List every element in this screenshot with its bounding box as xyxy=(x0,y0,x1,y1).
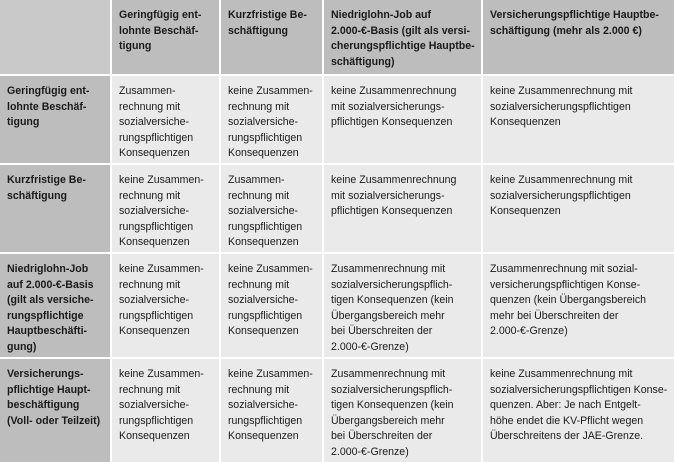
table-cell: Zusammenrechnung mit sozialversicherungspflich- tigen Konsequenzen (kein Übergangsbereich mehr bei Überschreiten der 2.000-€-Grenze) xyxy=(324,254,481,357)
table-cell: keine Zusammen- rechnung mit sozialversiche- rungspflichtigen Konsequenzen xyxy=(221,359,322,462)
column-header-niedriglohn: Niedriglohn-Job auf 2.000-€-Basis (gilt als versi- cherungspflichtige Hauptbe- schäftigung) xyxy=(324,0,481,74)
table-cell: keine Zusammenrechnung mit sozialversicherungspflichtigen Konse- quenzen. Aber: Je nach Entgelt- höhe endet die KV-Pflicht wegen Überschreitens der JAE-Grenze. xyxy=(483,359,674,462)
table-cell: Zusammenrechnung mit sozialversicherungspflich- tigen Konsequenzen (kein Übergangsbereich mehr bei Überschreiten der 2.000-€-Grenze) xyxy=(324,359,481,462)
table-cell: keine Zusammenrechnung mit sozialversicherungspflichtigen Konsequenzen xyxy=(483,76,674,163)
column-header-hauptbeschaeftigung: Versicherungspflichtige Hauptbe- schäftigung (mehr als 2.000 €) xyxy=(483,0,674,74)
table-cell: keine Zusammen- rechnung mit sozialversiche- rungspflichtigen Konsequenzen xyxy=(112,359,219,462)
column-header-kurzfristig: Kurzfristige Be- schäftigung xyxy=(221,0,322,74)
table-cell: Zusammen- rechnung mit sozialversiche- rungspflichtigen Konsequenzen xyxy=(112,76,219,163)
table-corner-cell xyxy=(0,0,110,74)
table-cell: keine Zusammenrechnung mit sozialversicherungspflichtigen Konsequenzen xyxy=(483,165,674,252)
row-header-hauptbeschaeftigung: Versicherungs- pflichtige Haupt- beschäftigung (Voll- oder Teilzeit) xyxy=(0,359,110,462)
row-header-niedriglohn: Niedriglohn-Job auf 2.000-€-Basis (gilt als versiche- rungspflichtige Hauptbeschäfti- gung) xyxy=(0,254,110,357)
table-cell: keine Zusammen- rechnung mit sozialversiche- rungspflichtigen Konsequenzen xyxy=(112,254,219,357)
table-cell: keine Zusammen- rechnung mit sozialversiche- rungspflichtigen Konsequenzen xyxy=(221,76,322,163)
table-cell: Zusammenrechnung mit sozial- versicherungspflichtigen Konse- quenzen (kein Übergangsbereich mehr bei Überschreiten der 2.000-€-Grenze) xyxy=(483,254,674,357)
table-cell: keine Zusammenrechnung mit sozialversicherungs- pflichtigen Konsequenzen xyxy=(324,76,481,163)
column-header-geringfuegig: Geringfügig ent- lohnte Beschäf- tigung xyxy=(112,0,219,74)
row-header-geringfuegig: Geringfügig ent- lohnte Beschäf- tigung xyxy=(0,76,110,163)
table-cell: keine Zusammenrechnung mit sozialversicherungs- pflichtigen Konsequenzen xyxy=(324,165,481,252)
table-cell: Zusammen- rechnung mit sozialversiche- rungspflichtigen Konsequenzen xyxy=(221,165,322,252)
table-cell: keine Zusammen- rechnung mit sozialversiche- rungspflichtigen Konsequenzen xyxy=(112,165,219,252)
table-cell: keine Zusammen- rechnung mit sozialversiche- rungspflichtigen Konsequenzen xyxy=(221,254,322,357)
row-header-kurzfristig: Kurzfristige Be- schäftigung xyxy=(0,165,110,252)
